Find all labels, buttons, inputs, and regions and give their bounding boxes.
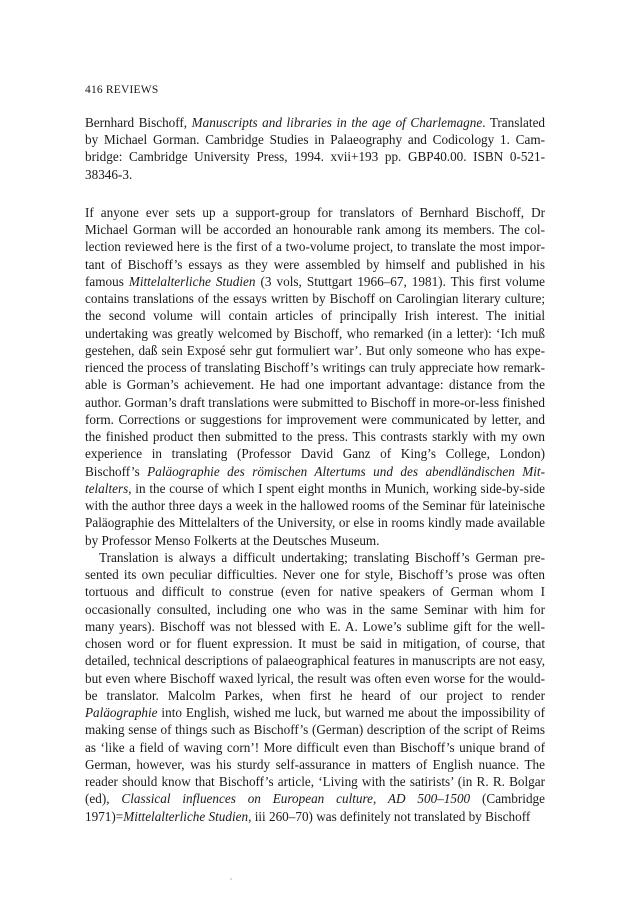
citation-details: . Translated by Michael Gorman. Cambridge Studies in Palaeography and Codicology 1. Cambridge: Cambridge University Press, 1994. xvii+193 pp. GBP40.00. ISBN 0-521-38346-3. xyxy=(85,115,546,182)
paragraph-text: If anyone ever sets up a support-group for translators of Bernhard Bischoff, Dr Michael Gorman will be accorded an honourable rank among its members. The collection reviewed here is the first of a two-volume project, to translate the most important of Bischoff’s essays as they were assembled by himself and published in his famous xyxy=(85,204,545,289)
review-page xyxy=(85,82,545,825)
citation-title: Manuscripts and libraries in the age of Charlemagne xyxy=(191,115,483,130)
italic-title: Paläographie des römischen Altertums und des abendländischen Mittelalters xyxy=(85,463,545,496)
citation-author: Bernhard Bischoff, xyxy=(85,115,192,130)
running-head: 416 REVIEWS xyxy=(85,84,159,96)
paragraph-text: (Cambridge 1971)= xyxy=(85,791,545,824)
paragraph-text: , in the course of which I spent eight months in Munich, working side-by-side with the author three days a week in the hallowed rooms of the Seminar für lateinische Paläographie des Mittelalters of the University, or else in rooms kindly made available by Professor Menso Folkerts at the Deutsches Museum. xyxy=(85,480,545,548)
paragraph-text: Translation is always a difficult undertaking; translating Bischoff’s German presented its own peculiar difficulties. Never one for style, Bischoff’s prose was often tortuous and difficult to construe (even for native speakers of German whom I occasionally consulted, including one who was in the same Seminar with him for many years). Bischoff was not blessed with E. A. Lowe’s sublime gift for the well-chosen word or for fluent expression. It must be said in mitigation, of course, that detailed, technical descriptions of palaeographical features in manuscripts are not easy, but even where Bischoff waxed lyrical, the result was often even worse for the would-be translator. Malcolm Parkes, when first he heard of our project to render xyxy=(85,549,545,703)
italic-title: Paläographie xyxy=(85,705,158,721)
review-paragraph-1 xyxy=(85,204,545,549)
paragraph-text: into English, wished me luck, but warned me about the impossibility of making sense of things such as Bischoff’s (German) description of the script of Reims as ‘like a field of waving corn’! More difficult even than Bischoff’s unique brand of German, however, was his sturdy self-assurance in matters of English nuance. The reader should know that Bischoff’s article, ‘Living with the satirists’ (in R. R. Bolgar (ed), xyxy=(85,705,545,807)
page-speck xyxy=(230,878,232,880)
bibliographic-citation xyxy=(85,114,545,183)
italic-title: Mittelalterliche Studien xyxy=(128,273,256,289)
italic-title: Classical influences on European culture, AD 500–1500 xyxy=(121,791,471,807)
paragraph-text: , iii 260–70) was definitely not translated by Bischoff xyxy=(248,808,531,824)
paragraph-text: (3 vols, Stuttgart 1966–67, 1981). This first volume contains translations of the essays written by Bischoff on Carolingian literary culture; the second volume will contain articles of principally Irish interest. The initial undertaking was greatly welcomed by Bischoff, who remarked (in a letter): ‘Ich muß gestehen, daß sein Exposé sehr gut formuliert war’. But only someone who has experienced the process of translating Bischoff’s writings can truly appreciate how remarkable is Gorman’s achievement. He had one important advantage: distance from the author. Gorman’s draft translations were submitted to Bischoff in more-or-less finished form. Corrections or suggestions for improvement were communicated by letter, and the finished product then submitted to the press. This contrasts starkly with my own experience in translating (Professor David Ganz of King’s College, London) Bischoff’s xyxy=(85,273,545,479)
review-paragraph-2 xyxy=(85,549,545,825)
italic-title: Mittelalterliche Studien xyxy=(123,808,249,824)
